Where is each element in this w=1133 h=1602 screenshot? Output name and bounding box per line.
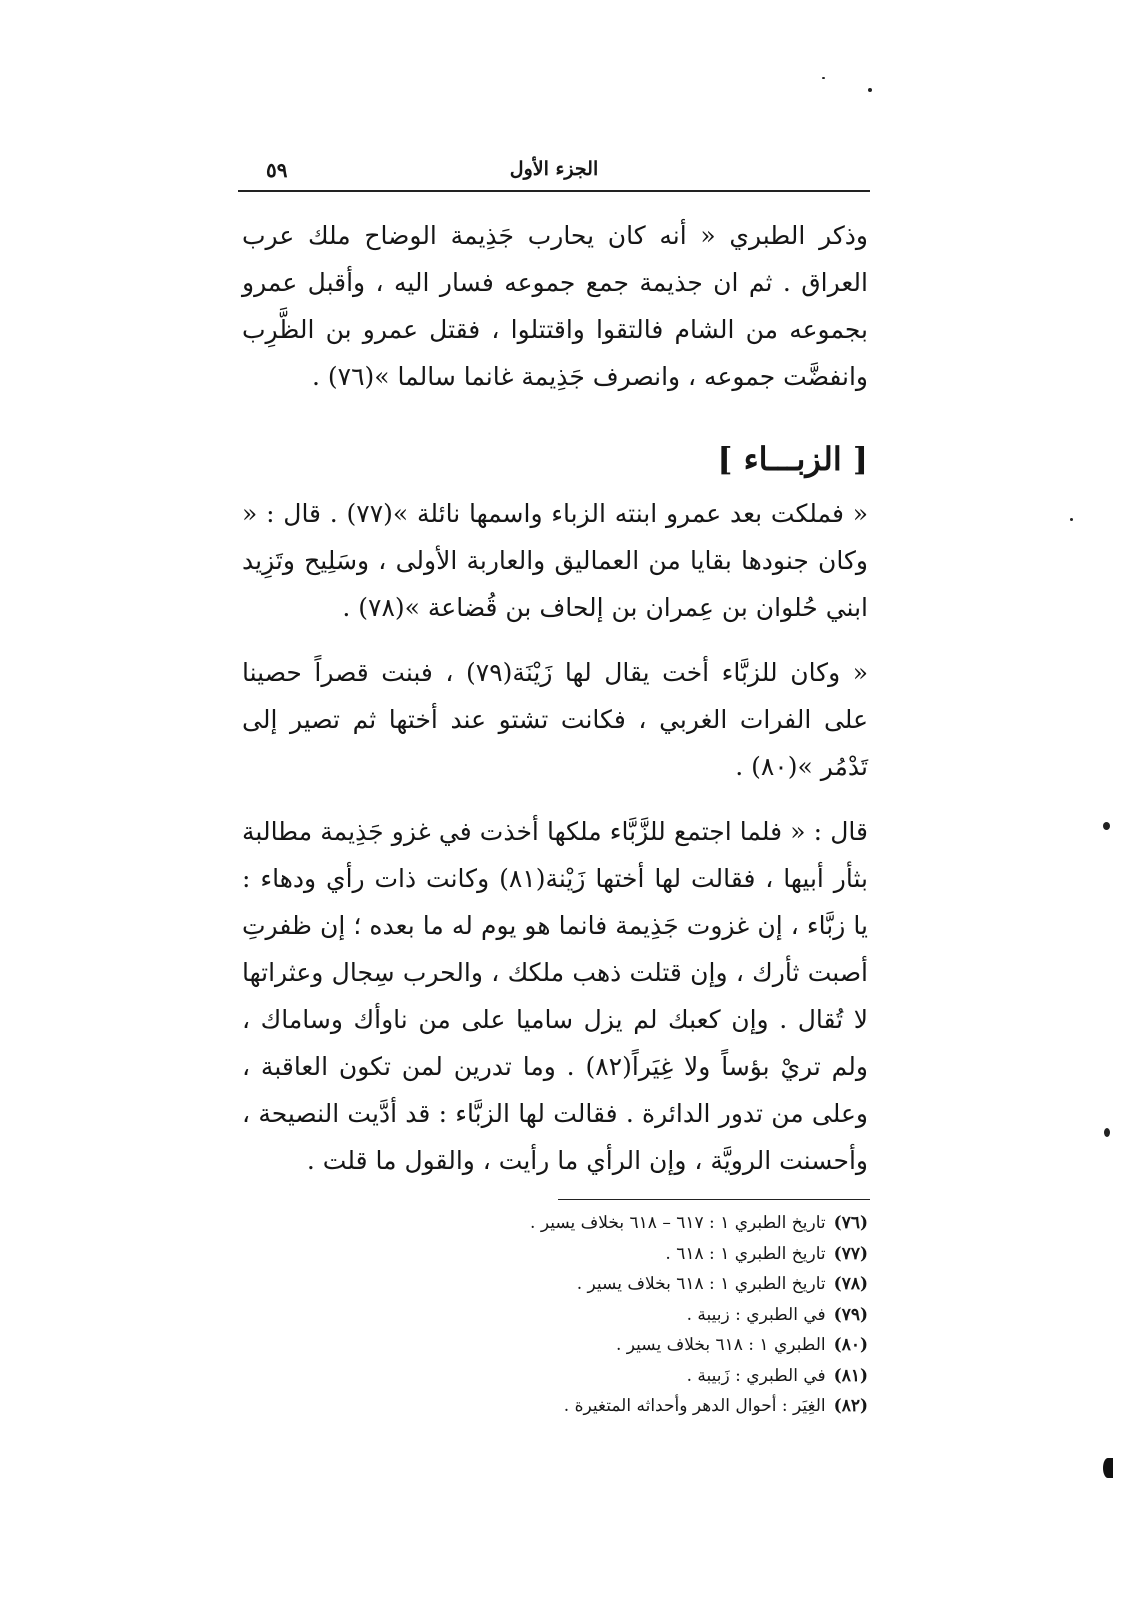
footnote-text: تاريخ الطبري ١ : ٦١٨ .	[665, 1243, 826, 1264]
footnote-text: في الطبري : زَبيبة .	[686, 1365, 826, 1386]
paragraph-2: « فملكت بعد عمرو ابنته الزباء واسمها نائلة »(٧٧) . قال : « وكان جنودها بقايا من العماليق والعاربة الأولى ، وسَلِيح وتَزِيد ابني حُلوان بن عِمران بن إلحاف بن قُضاعة »(٧٨) .	[242, 499, 869, 622]
footnote-76	[380, 1208, 868, 1239]
footnote-marker: (٧٦)	[833, 1213, 868, 1233]
footnote-marker: (٧٩)	[833, 1304, 868, 1325]
scan-speck	[1104, 1128, 1110, 1137]
scan-speck	[1103, 822, 1110, 830]
footnotes-list	[380, 1208, 868, 1422]
footnote-78	[380, 1269, 868, 1300]
footnote-marker: (٨١)	[833, 1365, 868, 1386]
footnote-text: تاريخ الطبري ١ : ٦١٨ بخلاف يسير .	[576, 1274, 826, 1294]
paragraph-4: قال : « فلما اجتمع للزَّبَّاء ملكها أخذت في غزو جَذِيمة مطالبة بثأر أبيها ، فقالت لها أختها زَيْنة(٨١) وكانت ذات رأي ودهاء : يا زبَّاء ، إن غزوت جَذِيمة فانما هو يوم له ما بعده ؛ إن ظفرتِ أصبت ثأرك ، وإن قتلت ذهب ملكك ، والحرب سِجال وعثراتها لا تُقال . وإن كعبك لم يزل ساميا على من ناوأك وساماك ، ولم تريْ بؤساً ولا غِيَراً(٨٢) . وما تدرين لمن تكون العاقبة ، وعلى من تدور الدائرة . فقالت لها الزبَّاء : قد أدَّيت النصيحة ، وأحسنت الرويَّة ، وإن الرأي ما رأيت ، والقول ما قلت .	[242, 817, 868, 1175]
main-text	[242, 212, 868, 1184]
footnote-marker: (٧٨)	[833, 1274, 868, 1294]
page-number: ٥٩	[266, 158, 288, 182]
footnote-separator	[558, 1199, 870, 1200]
footnote-text: الغِيَر : أحوال الدهر وأحداثه المتغيرة .	[563, 1396, 826, 1416]
scan-edge-mark	[1103, 1458, 1113, 1478]
footnote-marker: (٨٢)	[833, 1396, 868, 1416]
footnote-79	[380, 1300, 868, 1331]
paragraph-1: وذكر الطبري « أنه كان يحارب جَذِيمة الوضاح ملك عرب العراق . ثم ان جذيمة جمع جموعه فسار اليه ، وأقبل عمرو بجموعه من الشام فالتقوا واقتتلوا ، فقتل عمرو بن الظَّرِب وانفضَّت جموعه ، وانصرف جَذِيمة غانما سالما »(٧٦) .	[242, 221, 868, 391]
footnote-77	[380, 1239, 868, 1270]
footnote-text: تاريخ الطبري ١ : ٦١٧ – ٦١٨ بخلاف يسير .	[530, 1213, 826, 1233]
footnote-text: في الطبري : زبيبة .	[686, 1304, 826, 1325]
page-header	[238, 156, 870, 192]
scan-speck	[822, 77, 825, 79]
scan-speck	[1070, 518, 1073, 521]
paragraph-3: « وكان للزبَّاء أخت يقال لها زَيْنَة(٧٩) ، فبنت قصراً حصينا على الفرات الغربي ، فكانت تشتو عند أختها ثم تصير إلى تَدْمُر »(٨٠) .	[242, 658, 868, 781]
footnote-81	[380, 1361, 868, 1392]
footnote-marker: (٨٠)	[833, 1335, 868, 1355]
footnote-80	[380, 1330, 868, 1361]
scan-speck	[868, 88, 872, 92]
footnote-text: الطبري ١ : ٦١٨ بخلاف يسير .	[615, 1335, 826, 1355]
footnote-82	[380, 1391, 868, 1422]
section-heading: [ الزبـــاء ]	[717, 440, 868, 478]
footnote-marker: (٧٧)	[833, 1243, 868, 1264]
running-title: الجزء الأول	[509, 158, 599, 180]
